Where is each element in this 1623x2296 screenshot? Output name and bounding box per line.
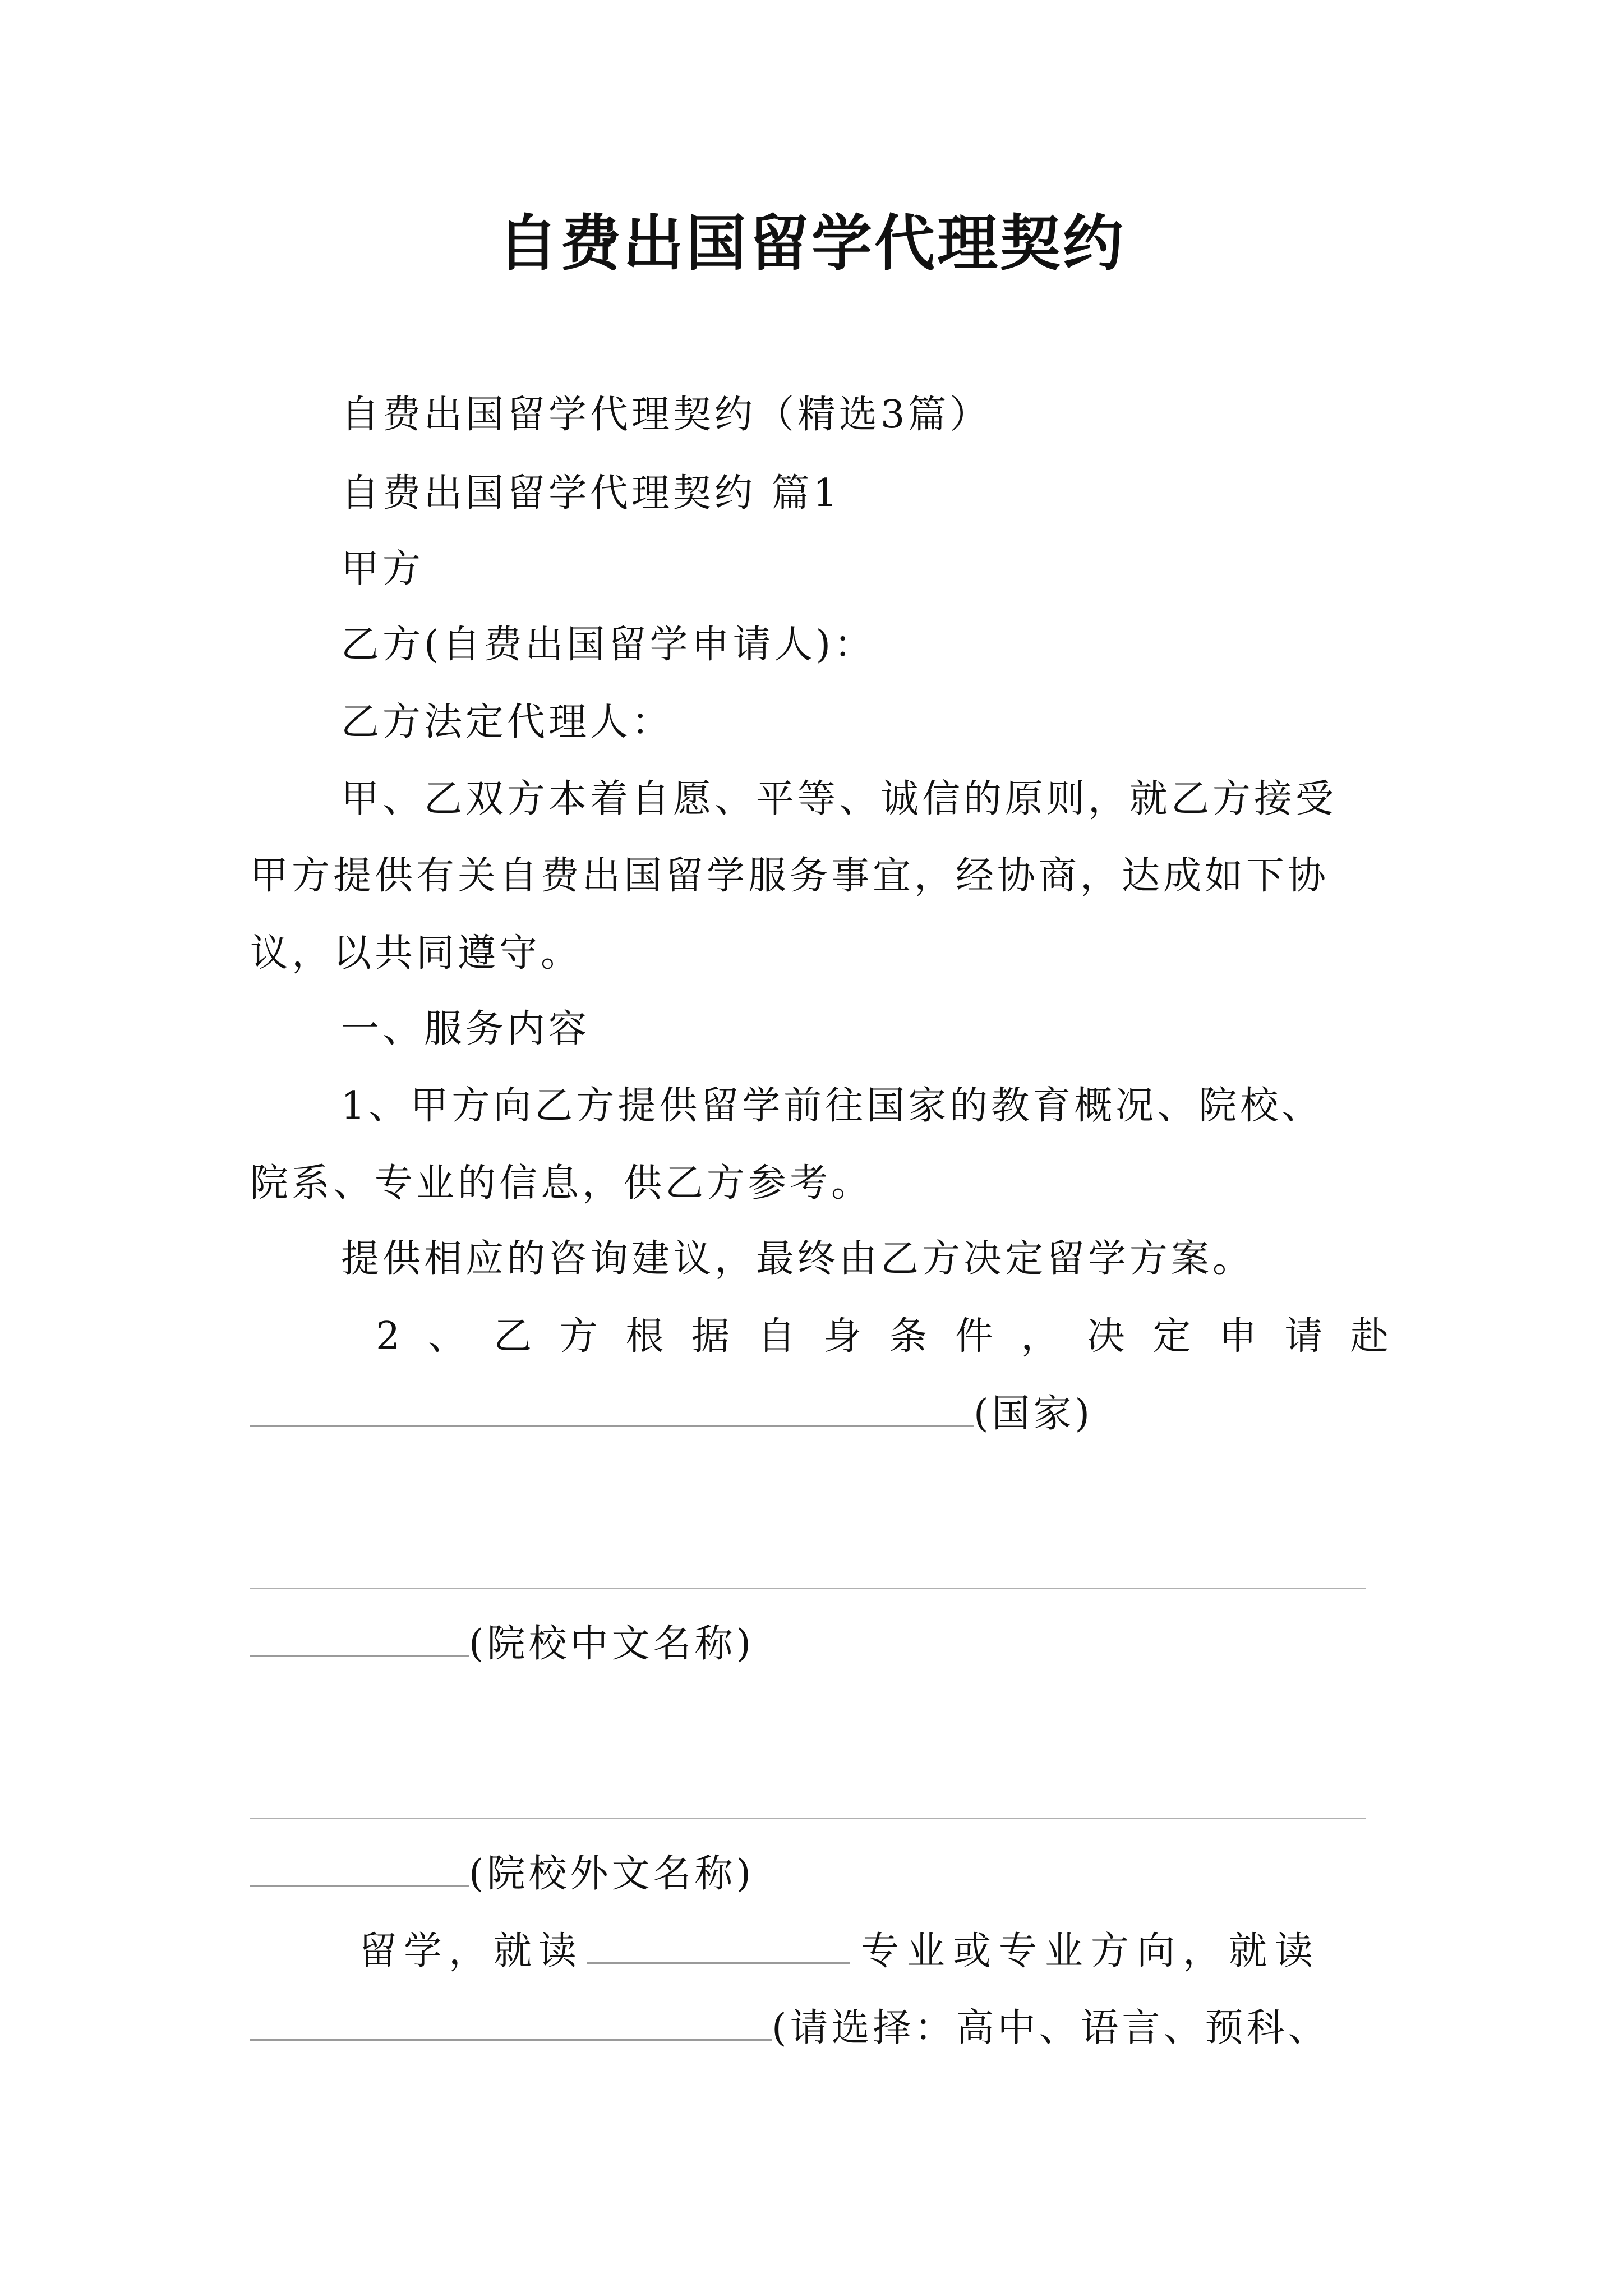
char: 申 [1218,1314,1257,1359]
page-title: 自费出国留学代理契约 [497,209,1126,279]
char: 2 [376,1314,400,1359]
char: 定 [1152,1314,1191,1359]
major-blank[interactable] [587,1923,850,1964]
school-foreign-blank[interactable] [250,1846,469,1887]
char: 业 [906,1929,945,1973]
fill-rule[interactable] [250,1588,1366,1589]
char: 读 [538,1929,577,1973]
char: ， [448,1929,487,1973]
char: 赴 [1350,1314,1389,1359]
char: 决 [1086,1314,1125,1359]
char: 就 [493,1929,532,1973]
study-level-blank[interactable] [250,2000,772,2041]
doc-subtitle: 自费出国留学代理契约（精选3篇） [341,393,992,437]
char: 条 [889,1314,928,1359]
clause-heading: 一、服务内容 [341,1007,591,1051]
char: 据 [691,1314,730,1359]
paragraph-line: 提供相应的咨询建议，最终由乙方决定留学方案。 [341,1237,1255,1281]
char: ， [1021,1314,1059,1359]
char: 身 [823,1314,861,1359]
paragraph-line: 甲、乙双方本着自愿、平等、诚信的原则，就乙方接受 [341,777,1338,821]
paragraph-line: 议，以共同遵守。 [250,931,583,976]
study-level-fill-line [250,2000,1330,2056]
char: 乙 [494,1314,532,1359]
char: 件 [955,1314,993,1359]
char: 自 [757,1314,796,1359]
school-foreign-label: (院校外文名称) [469,1852,755,1896]
char: 业 [1044,1929,1083,1973]
char: 向 [1136,1929,1175,1973]
char: 根 [625,1314,664,1359]
char: ， [1182,1929,1221,1973]
char: 读 [1274,1929,1313,1973]
country-fill-line [250,1386,1093,1442]
char: 专 [860,1929,899,1973]
school-foreign-fill-line [250,1846,754,1902]
char: 方 [1090,1929,1129,1973]
school-cn-label: (院校中文名称) [469,1622,755,1666]
clause-justified-line [376,1309,1389,1365]
party-b-agent-label: 乙方法定代理人： [341,700,674,744]
section-heading: 自费出国留学代理契约 篇1 [341,471,841,516]
char: 专 [998,1929,1037,1973]
party-a-label: 甲方 [341,547,425,591]
char: 请 [1284,1314,1323,1359]
fill-rule[interactable] [250,1818,1366,1819]
party-b-label: 乙方(自费出国留学申请人)： [341,623,876,667]
country-label: (国家) [974,1392,1094,1436]
char: 就 [1228,1929,1267,1973]
paragraph-line: 院系、专业的信息，供乙方参考。 [250,1161,873,1205]
paragraph-line: 甲方提供有关自费出国留学服务事宜，经协商，达成如下协 [250,854,1330,898]
char: 学 [403,1929,442,1973]
study-level-options: (请选择：高中、语言、预科、 [772,2006,1330,2050]
paragraph-line: 1、甲方向乙方提供留学前往国家的教育概况、院校、 [341,1084,1324,1128]
char: 留 [358,1929,397,1973]
char: 、 [427,1314,466,1359]
school-cn-fill-line [250,1616,754,1672]
study-major-line [356,1923,1317,1980]
country-blank[interactable] [250,1386,974,1427]
char: 或 [952,1929,991,1973]
char: 方 [559,1314,598,1359]
school-cn-blank[interactable] [250,1616,469,1657]
